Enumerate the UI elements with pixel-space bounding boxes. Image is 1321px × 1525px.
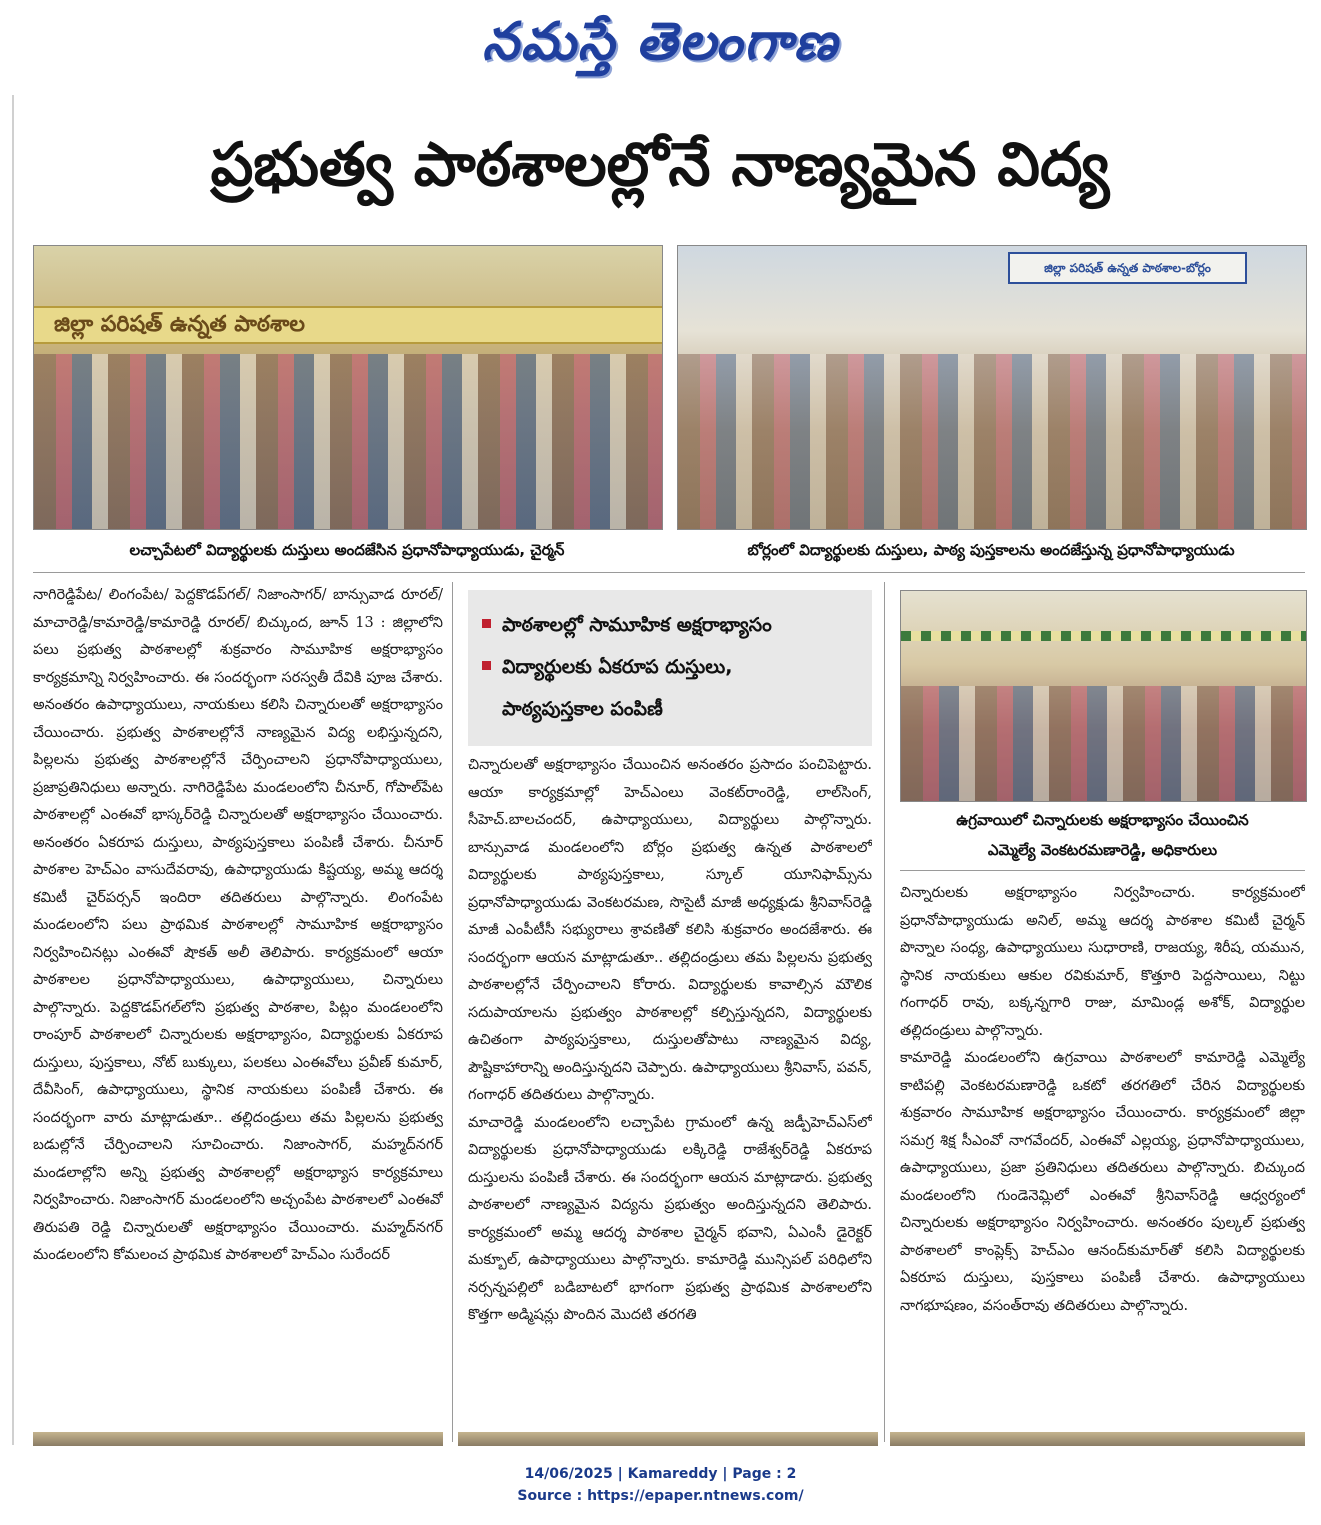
- school-banner: [34, 306, 662, 344]
- photo-caption-left: లచ్చాపేటలో విద్యార్థులకు దుస్తులు అందజేసిన ప్రధానోపాధ్యాయుడు, చైర్మన్: [129, 541, 565, 559]
- masthead-logo: నమస్తే తెలంగాణ: [482, 11, 839, 72]
- footer-dateline: 14/06/2025 | Kamareddy | Page : 2: [524, 1466, 797, 1482]
- photo-strip-bottom-2: [458, 1432, 878, 1446]
- school-signboard: [1008, 252, 1247, 284]
- highlight-text: పాఠశాలల్లో సామూహిక అక్షరాభ్యాసం: [502, 614, 772, 636]
- photo-lachhapet: [33, 245, 663, 530]
- signboard-text: జిల్లా పరిషత్ ఉన్నత పాఠశాల-బోర్లం: [1044, 261, 1211, 275]
- article-column-1: [33, 582, 443, 1442]
- decoration-garland: [901, 631, 1306, 641]
- headline: ప్రభుత్వ పాఠశాలల్లోనే నాణ్యమైన విద్య: [210, 130, 1110, 200]
- highlight-item: [482, 688, 858, 730]
- photo-caption-right: బోర్లంలో విద్యార్థులకు దుస్తులు, పాఠ్య పుస్తకాలను అందజేస్తున్న ప్రధానోపాధ్యాయుడు: [747, 541, 1235, 559]
- column-divider-2: [884, 582, 885, 1442]
- article-col2b-text: మాచారెడ్డి మండలంలోని లచ్చాపేట గ్రామంలో ఉన్న జడ్పీహెచ్‌ఎస్‌లో విద్యార్థులకు ప్రధానోపాధ్యాయుడు లక్కిరెడ్డి రాజేశ్వర్‌రెడ్డి ఏకరూప దుస్తులను పంపిణీ చేశారు. ఈ సందర్భంగా ఆయన మాట్లాడారు. ప్రభుత్వ పాఠశాలలో నాణ్యమైన విద్యను ప్రభుత్వం అందిస్తున్నదని తెలిపారు. కార్యక్రమంలో అమ్మ ఆదర్శ పాఠశాల చైర్మన్ భవాని, ఏఎంసీ డైరెక్టర్ మక్బూల్, ఉపాధ్యాయులు పాల్గొన్నారు. కామారెడ్డి మున్సిపల్ పరిధిలోని నర్సన్నపల్లిలో బడిబాటలో భాగంగా ప్రభుత్వ ప్రాథమిక పాఠశాలలోని కొత్తగా అడ్మిషన్లు పొందిన మొదటి తరగతి: [468, 1114, 872, 1323]
- photo-caption-third-1: ఉగ్రవాయిలో చిన్నారులకు అక్షరాభ్యాసం చేయించిన: [956, 811, 1249, 829]
- students-group: [34, 354, 662, 529]
- caption-divider-third: [900, 870, 1305, 871]
- bullet-square-icon: [482, 619, 491, 628]
- highlight-text: విద్యార్థులకు ఏకరూప దుస్తులు,: [502, 656, 733, 678]
- column-divider-1: [452, 582, 453, 1442]
- bullet-square-icon: [482, 661, 491, 670]
- photo-strip-bottom-1: [33, 1432, 443, 1446]
- photo-strip-bottom-3: [890, 1432, 1305, 1446]
- photo-borlam: [677, 245, 1307, 530]
- staff-group: [678, 354, 1306, 529]
- footer-source[interactable]: Source : https://epaper.ntnews.com/: [517, 1488, 804, 1504]
- photo-caption-third-2: ఎమ్మెల్యే వెంకటరమణారెడ్డి, అధికారులు: [987, 841, 1218, 859]
- highlight-item: [482, 646, 858, 688]
- caption-divider: [33, 572, 1305, 573]
- photo-ugravai: [900, 590, 1307, 802]
- children-group: [901, 686, 1306, 802]
- article-col3-text: చిన్నారులకు అక్షరాభ్యాసం నిర్వహించారు. కార్యక్రమంలో ప్రధానోపాధ్యాయుడు అనిల్, అమ్మ ఆదర్శ పాఠశాల కమిటీ చైర్మన్ పొన్నాల సంధ్య, ఉపాధ్యాయులు సుధారాణి, రాజయ్య, శిరీష, యమున, స్థానిక నాయకులు ఆకుల రవికుమార్, కొత్తూరి పెద్దసాయిలు, నిట్టు గంగాధర్ రావు, బక్కన్నగారి రాజు, మామిండ్ల అశోక్, విద్యార్థుల తల్లిదండ్రులు పాల్గొన్నారు.: [900, 885, 1305, 1039]
- article-column-3: [900, 880, 1305, 1442]
- highlight-box: [468, 590, 872, 746]
- article-col3b-text: కామారెడ్డి మండలంలోని ఉగ్రవాయి పాఠశాలలో కామారెడ్డి ఎమ్మెల్యే కాటిపల్లి వెంకటరమణారెడ్డి ఒకటో తరగతిలో చేరిన విద్యార్థులకు శుక్రవారం సామూహిక అక్షరాభ్యాసం చేయించారు. కార్యక్రమంలో జిల్లా సమగ్ర శిక్ష సీఎంవో నాగవేందర్, ఎంఈవో ఎల్లయ్య, ప్రధానోపాధ్యాయులు, ఉపాధ్యాయులు, ప్రజా ప్రతినిధులు తదితరులు పాల్గొన్నారు. బిచ్కుంద మండలంలోని గుండెనెమ్లిలో ఎంఈవో శ్రీనివాస్‌రెడ్డి ఆధ్వర్యంలో చిన్నారులకు అక్షరాభ్యాసం నిర్వహించారు. అనంతరం పుల్కల్ ప్రభుత్వ పాఠశాలలో కాంప్లెక్స్ హెచ్‌ఎం ఆనంద్‌కుమార్‌తో కలిసి విద్యార్థులకు ఏకరూప దుస్తులు, పుస్తకాలు పంపిణీ చేశారు. ఉపాధ్యాయులు నాగభూషణం, వసంత్‌రావు తదితరులు పాల్గొన్నారు.: [900, 1050, 1305, 1314]
- highlight-text: పాఠ్యపుస్తకాల పంపిణీ: [502, 698, 663, 720]
- school-banner-text: జిల్లా పరిషత్ ఉన్నత పాఠశాల: [54, 312, 305, 337]
- article-column-2: [468, 752, 872, 1442]
- article-col1-text: నాగిరెడ్డిపేట/ లింగంపేట/ పెద్దకొడప్‌గల్/ నిజాంసాగర్/ బాన్సువాడ రూరల్/మాచారెడ్డి/కామారెడ్డి/కామారెడ్డి రూరల్/ బిచ్కుంద, జూన్ 13 : జిల్లాలోని పలు ప్రభుత్వ పాఠశాలల్లో శుక్రవారం సామూహిక అక్షరాభ్యాసం కార్యక్రమాన్ని నిర్వహించారు. ఈ సందర్భంగా సరస్వతీ దేవికి పూజ చేశారు. అనంతరం ఉపాధ్యాయులు, నాయకులు కలిసి చిన్నారులతో అక్షరాభ్యాసం చేయించారు. ప్రభుత్వ పాఠశాలల్లోనే నాణ్యమైన విద్య లభిస్తున్నదని, పిల్లలను ప్రభుత్వ పాఠశాలల్లోనే చేర్పించాలని ప్రధానోపాధ్యాయులు, ప్రజాప్రతినిధులు అన్నారు. నాగిరెడ్డిపేట మండలంలోని చీనూర్, గోపాల్‌పేట పాఠశాలల్లో ఎంఈవో భాస్కర్‌రెడ్డి చిన్నారులతో అక్షరాభ్యాసం చేయించారు. అనంతరం ఏకరూప దుస్తులు, పాఠ్యపుస్తకాలు పంపిణీ చేశారు. చీనూర్ పాఠశాల హెచ్‌ఎం వాసుదేవరావు, ఉపాధ్యాయుడు కిష్టయ్య, అమ్మ ఆదర్శ కమిటీ చైర్‌పర్సన్ ఇందిరా తదితరులు పాల్గొన్నారు. లింగంపేట మండలంలోని పలు ప్రాథమిక పాఠశాలల్లో సామూహిక అక్షరాభ్యాసం నిర్వహించినట్లు ఎంఈవో షౌకత్ అలీ తెలిపారు. కార్యక్రమంలో ఆయా పాఠశాలల ప్రధానోపాధ్యాయులు, ఉపాధ్యాయులు, చిన్నారులు పాల్గొన్నారు. పెద్దకొడప్‌గల్‌లోని ప్రభుత్వ పాఠశాల, పిట్లం మండలంలోని రాంపూర్ పాఠశాలలో చిన్నారులకు అక్షరాభ్యాసం, విద్యార్థులకు ఏకరూప దుస్తులు, పుస్తకాలు, నోట్ బుక్కులు, పలకలు ఎంఈవోలు ప్రవీణ్ కుమార్, దేవీసింగ్, ఉపాధ్యాయులు, స్థానిక నాయకులు పంపిణీ చేశారు. ఈ సందర్భంగా వారు మాట్లాడుతూ.. తల్లిదండ్రులు తమ పిల్లలను ప్రభుత్వ బడుల్లోనే చేర్పించాలని సూచించారు. నిజాంసాగర్, మహ్మద్‌నగర్ మండలాల్లోని అన్ని ప్రభుత్వ పాఠశాలల్లో అక్షరాభ్యాస కార్యక్రమాలు నిర్వహించారు. నిజాంసాగర్ మండలంలోని అచ్చంపేట పాఠశాలలో ఎంఈవో తిరుపతి రెడ్డి చిన్నారులతో అక్షరాభ్యాసం చేయించారు. మహ్మద్‌నగర్ మండలంలోని కోమలంచ ప్రాథమిక పాఠశాలలో హెచ్‌ఎం సురేందర్: [33, 587, 443, 1263]
- article-col2-text: చిన్నారులతో అక్షరాభ్యాసం చేయించిన అనంతరం ప్రసాదం పంచిపెట్టారు. ఆయా కార్యక్రమాల్లో హెచ్‌ఎంలు వెంకట్‌రాంరెడ్డి, లాల్‌సింగ్, సీహెచ్.బాలచందర్, ఉపాధ్యాయులు, విద్యార్థులు పాల్గొన్నారు. బాన్సువాడ మండలంలోని బోర్లం ప్రభుత్వ ఉన్నత పాఠశాలలో విద్యార్థులకు పాఠ్యపుస్తకాలు, స్కూల్ యూనిఫామ్స్‌ను ప్రధానోపాధ్యాయుడు వెంకటరమణ, సొసైటీ మాజీ అధ్యక్షుడు శ్రీనివాస్‌రెడ్డి మాజీ ఎంపీటీసీ సభ్యురాలు శ్రావణితో కలిసి శుక్రవారం అందజేశారు. ఈ సందర్భంగా ఆయన మాట్లాడుతూ.. తల్లిదండ్రులు తమ పిల్లలను ప్రభుత్వ పాఠశాలల్లోనే చేర్పించాలని కోరారు. విద్యార్థులకు కావాల్సిన మౌలిక సదుపాయాలను ప్రభుత్వం పాఠశాలల్లో కల్పిస్తున్నదని, విద్యార్థులకు ఉచితంగా పాఠ్యపుస్తకాలు, దుస్తులతోపాటు నాణ్యమైన విద్య, పౌష్టికాహారాన్ని అందిస్తున్నదని చెప్పారు. ఉపాధ్యాయులు శ్రీనివాస్, పవన్, గంగాధర్ తదితరులు పాల్గొన్నారు.: [468, 757, 872, 1103]
- left-margin-rule: [12, 95, 14, 1445]
- highlight-item: [482, 604, 858, 646]
